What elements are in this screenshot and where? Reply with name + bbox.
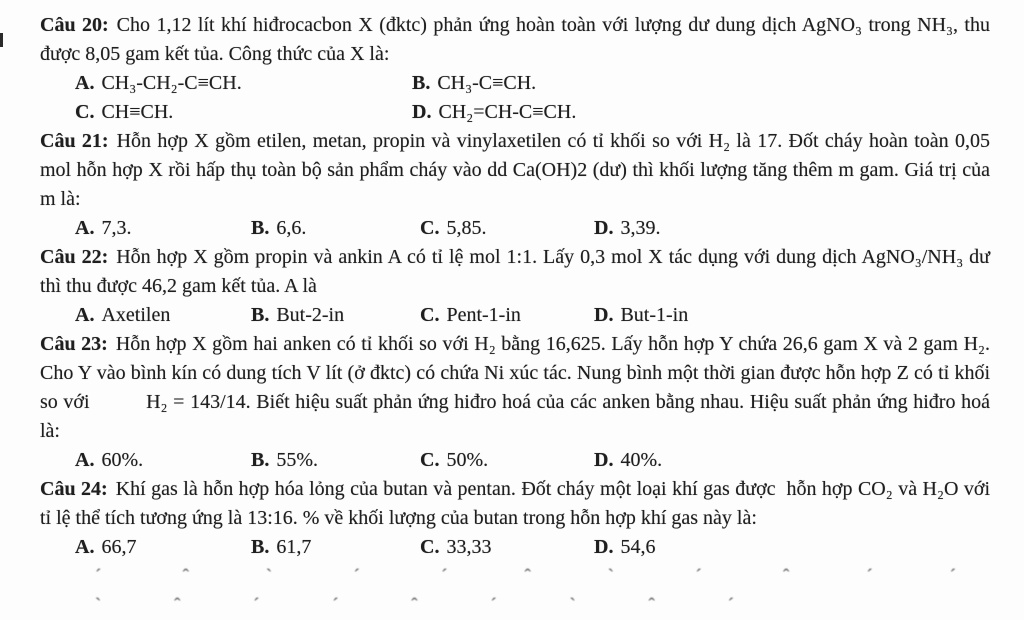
question-text [40, 127, 995, 214]
option-letter: C. [75, 101, 95, 123]
answer-options [75, 301, 990, 330]
answer-option-b [412, 69, 990, 98]
option-text: CH₃-CH₂-C≡CH. [101, 72, 242, 94]
option-text: 40%. [620, 449, 663, 471]
option-text: Axetilen [101, 304, 171, 326]
option-text: But-1-in [620, 304, 689, 326]
answer-option-a [75, 301, 251, 330]
answer-option-d [412, 98, 990, 127]
answer-options [75, 214, 990, 243]
answer-option-d [594, 446, 990, 475]
answer-option-a [75, 446, 251, 475]
option-letter: B. [251, 217, 270, 239]
question-body-text: Hỗn hợp X gồm propin và ankin A có tỉ lệ mol 1:1. Lấy 0,3 mol X tác dụng với dung dịch AgNO₃/NH₃ dư thì thu được 46,2 gam kết tủa. A là [40, 246, 996, 297]
question-block-24 [40, 475, 995, 562]
option-text: But-2-in [276, 304, 345, 326]
answer-option-b [251, 301, 420, 330]
option-letter: A. [75, 536, 95, 558]
option-text: 55%. [276, 449, 319, 471]
option-text: 54,6 [620, 536, 656, 558]
scan-edge-artifact [0, 33, 3, 47]
question-text [40, 330, 995, 446]
option-letter: C. [420, 449, 440, 471]
question-number-label: Câu 20: [40, 14, 109, 36]
option-text: 33,33 [446, 536, 492, 558]
option-letter: B. [251, 304, 270, 326]
answer-option-a [75, 69, 412, 98]
option-letter: A. [75, 217, 95, 239]
next-line-cutoff: ˊ ˆ ˋ ˊ ´ ˆ ˋ ˊ ˆ ´ ˊ ˋ ˆ ˊ ´ ˆ ˊ ˋ ˆ ˊ [95, 566, 990, 616]
question-number-label: Câu 23: [40, 333, 108, 355]
option-letter: B. [251, 449, 270, 471]
answer-option-a [75, 533, 251, 562]
question-block-21 [40, 127, 995, 243]
answer-option-c [75, 98, 412, 127]
answer-option-c [420, 533, 594, 562]
option-text: 66,7 [101, 536, 137, 558]
option-letter: B. [251, 536, 270, 558]
option-text: 7,3. [101, 217, 132, 239]
question-body-text: Cho 1,12 lít khí hiđrocacbon X (đktc) phản ứng hoàn toàn với lượng dư dung dịch AgNO₃ trong NH₃, thu được 8,05 gam kết tủa. Công thức của X là: [40, 14, 995, 65]
answer-option-d [594, 301, 990, 330]
answer-option-d [594, 214, 990, 243]
option-letter: C. [420, 217, 440, 239]
option-text: 3,39. [620, 217, 661, 239]
option-letter: A. [75, 72, 95, 94]
question-text [40, 475, 995, 533]
question-body-text: Hỗn hợp X gồm etilen, metan, propin và vinylaxetilen có tỉ khối so với H₂ là 17. Đốt cháy hoàn toàn 0,05 mol hỗn hợp X rồi hấp thụ toàn bộ sản phẩm cháy vào dd Ca(OH)2 (dư) thì khối lượng tăng thêm m gam. Giá trị của m là: [40, 130, 995, 210]
option-letter: A. [75, 449, 95, 471]
question-body-text: Khí gas là hỗn hợp hóa lỏng của butan và pentan. Đốt cháy một loại khí gas được hỗn hợp CO₂ và H₂O với tỉ lệ thể tích tương ứng là 13:16. % về khối lượng của butan trong hỗn hợp khí gas này là: [40, 478, 995, 529]
question-number-label: Câu 22: [40, 246, 109, 268]
question-text [40, 243, 996, 301]
option-letter: D. [412, 101, 432, 123]
answer-option-a [75, 214, 251, 243]
question-number-label: Câu 24: [40, 478, 108, 500]
answer-option-c [420, 214, 594, 243]
answer-option-c [420, 446, 594, 475]
option-text: 6,6. [276, 217, 307, 239]
option-text: Pent-1-in [446, 304, 521, 326]
option-text: 50%. [446, 449, 489, 471]
answer-option-b [251, 533, 420, 562]
option-text: CH₂=CH-C≡CH. [438, 101, 577, 123]
answer-options [75, 533, 990, 562]
answer-option-d [594, 533, 990, 562]
answer-option-c [420, 301, 594, 330]
question-body-text: Hỗn hợp X gồm hai anken có tỉ khối so với H₂ bằng 16,625. Lấy hỗn hợp Y chứa 26,6 gam X và 2 gam H₂. Cho Y vào bình kín có dung tích V lít (ở đktc) có chứa Ni xúc tác. Nung bình một thời gian được hỗn hợp Z có tỉ khối so với H₂ = 143/14. Biết hiệu suất phản ứng hiđro hoá của các anken bằng nhau. Hiệu suất phản ứng hiđro hoá là: [40, 333, 995, 442]
option-letter: A. [75, 304, 95, 326]
answer-options [75, 446, 990, 475]
option-text: 61,7 [276, 536, 312, 558]
option-letter: D. [594, 304, 614, 326]
option-letter: D. [594, 449, 614, 471]
option-text: CH≡CH. [101, 101, 174, 123]
option-letter: C. [420, 536, 440, 558]
option-text: CH₃-C≡CH. [437, 72, 537, 94]
answer-option-b [251, 446, 420, 475]
question-block-23 [40, 330, 995, 475]
question-text [40, 11, 995, 69]
option-letter: B. [412, 72, 431, 94]
answer-options [75, 69, 990, 127]
option-letter: C. [420, 304, 440, 326]
option-text: 60%. [101, 449, 144, 471]
question-number-label: Câu 21: [40, 130, 109, 152]
option-letter: D. [594, 217, 614, 239]
option-letter: D. [594, 536, 614, 558]
question-block-22 [40, 243, 996, 330]
option-text: 5,85. [446, 217, 487, 239]
answer-option-b [251, 214, 420, 243]
question-block-20 [40, 11, 995, 127]
